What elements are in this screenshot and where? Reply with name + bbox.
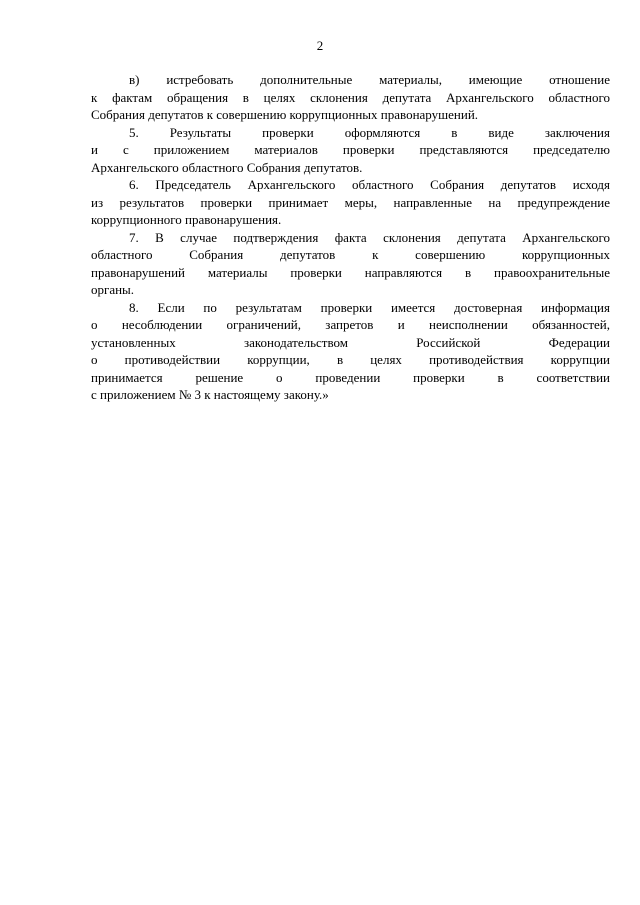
paragraph-7 — [91, 229, 610, 299]
text-line: органы. — [91, 282, 135, 297]
text-line: Собрания депутатов к совершению коррупционных правонарушений. — [91, 107, 479, 122]
text-line: областного Собрания депутатов к совершению коррупционных — [91, 247, 610, 262]
paragraph-5 — [91, 124, 610, 177]
text-line: принимается решение о проведении проверки в соответствии — [91, 369, 610, 385]
text-line: правонарушений материалы проверки направляются в правоохранительные — [91, 264, 610, 280]
text-line: 6. Председатель Архангельского областного Собрания депутатов исходя — [129, 177, 610, 192]
text-line: о несоблюдении ограничений, запретов и неисполнении обязанностей, — [91, 317, 610, 332]
text-line: в) истребовать дополнительные материалы, имеющие отношение — [129, 72, 610, 87]
page-number: 2 — [316, 38, 324, 53]
paragraph-8 — [91, 299, 610, 404]
text-line: с приложением № 3 к настоящему закону.» — [91, 387, 329, 402]
text-line: коррупционного правонарушения. — [91, 212, 282, 227]
text-line: к фактам обращения в целях склонения депутата Архангельского областного — [91, 89, 610, 105]
text-line: 5. Результаты проверки оформляются в виде заключения — [129, 124, 610, 140]
document-body — [91, 71, 610, 404]
text-line: 8. Если по результатам проверки имеется достоверная информация — [129, 299, 610, 315]
text-line: 7. В случае подтверждения факта склонения депутата Архангельского — [129, 229, 610, 245]
text-line: Архангельского областного Собрания депутатов. — [91, 159, 363, 175]
text-line: из результатов проверки принимает меры, направленные на предупреждение — [91, 194, 610, 210]
text-line: установленных законодательством Российской Федерации — [91, 334, 610, 350]
paragraph-6 — [91, 176, 610, 229]
text-line: и с приложением материалов проверки представляются председателю — [91, 142, 610, 157]
text-line: о противодействии коррупции, в целях противодействия коррупции — [91, 352, 610, 367]
paragraph-v — [91, 71, 610, 124]
